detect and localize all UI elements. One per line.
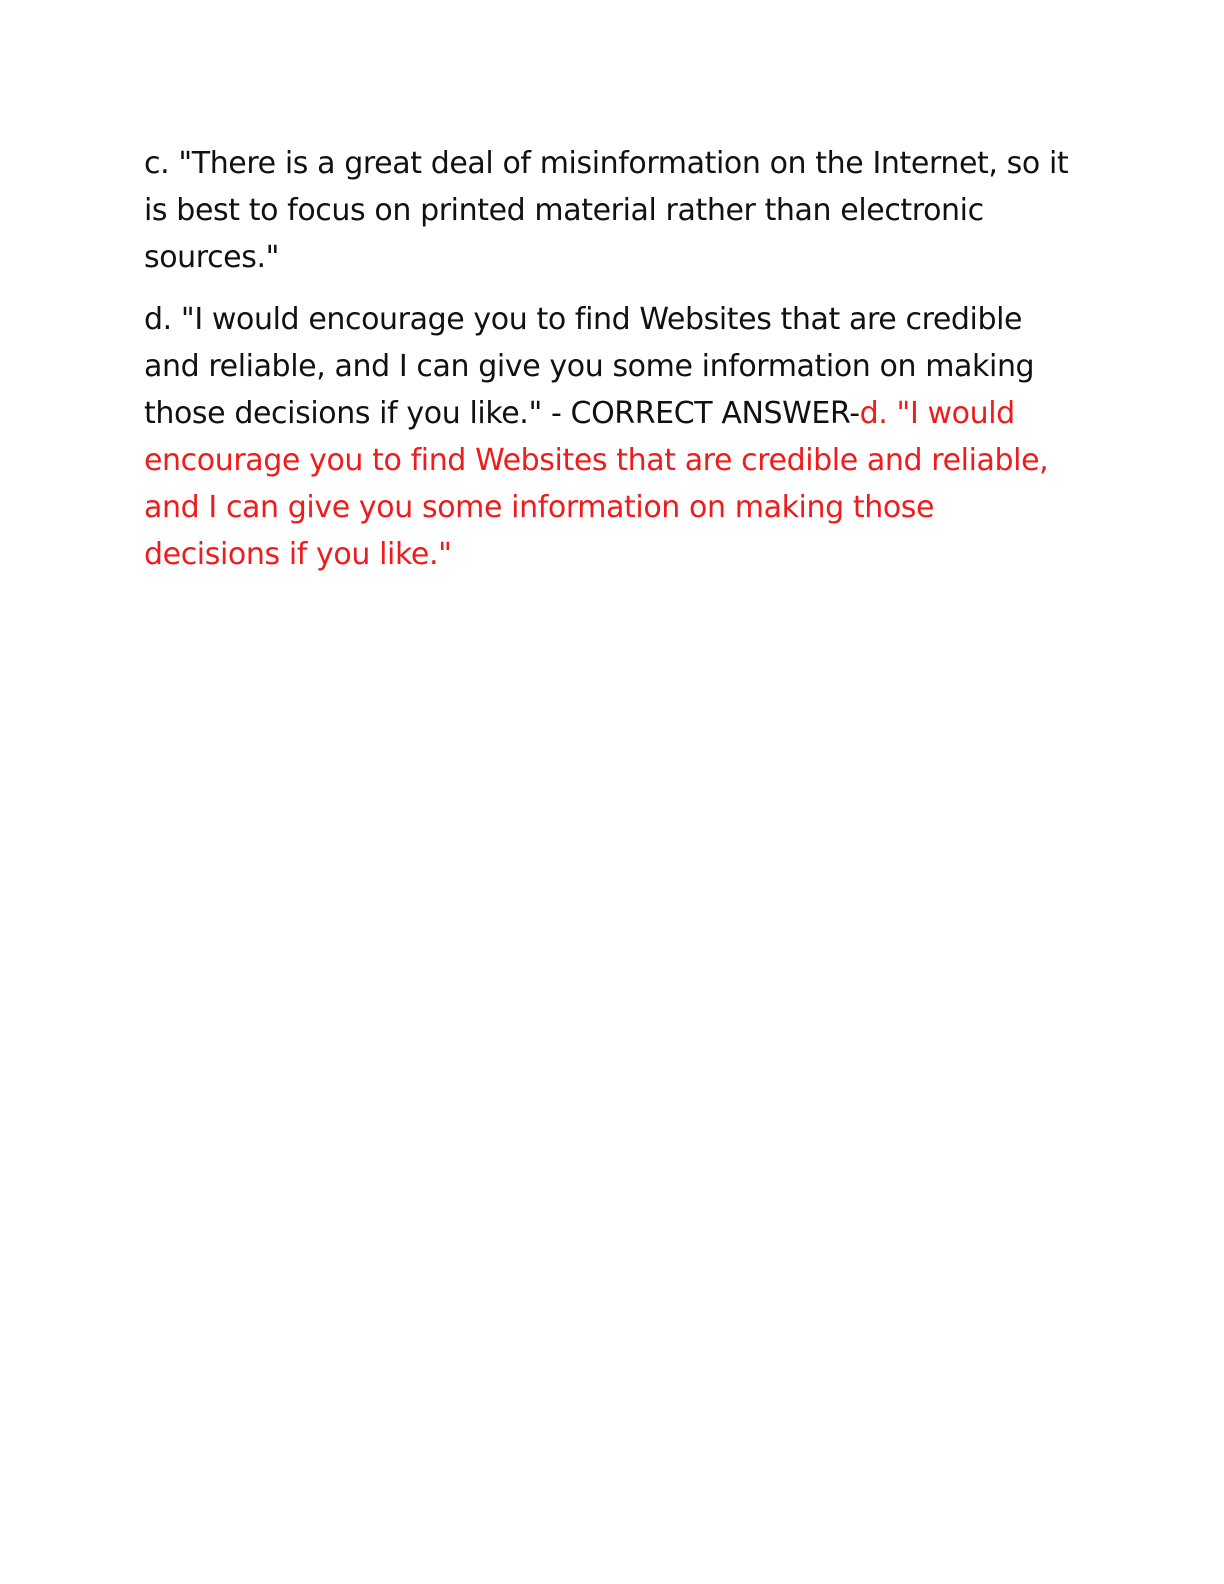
option-d-text: d. "I would encourage you to find Websites that are credible and reliable, and I can give you some information on making those decisions if you like." - CORRECT ANSWER- — [144, 302, 1035, 431]
correct-answer-text: d. "I would encourage you to find Websites that are credible and reliable, and I can give you some information on making those decisions if you like." — [144, 396, 1049, 572]
option-c — [144, 140, 1074, 281]
question-content — [144, 140, 1074, 593]
option-d — [144, 296, 1074, 578]
option-c-text: c. "There is a great deal of misinformation on the Internet, so it is best to focus on printed material rather than electronic sources." — [144, 146, 1069, 275]
